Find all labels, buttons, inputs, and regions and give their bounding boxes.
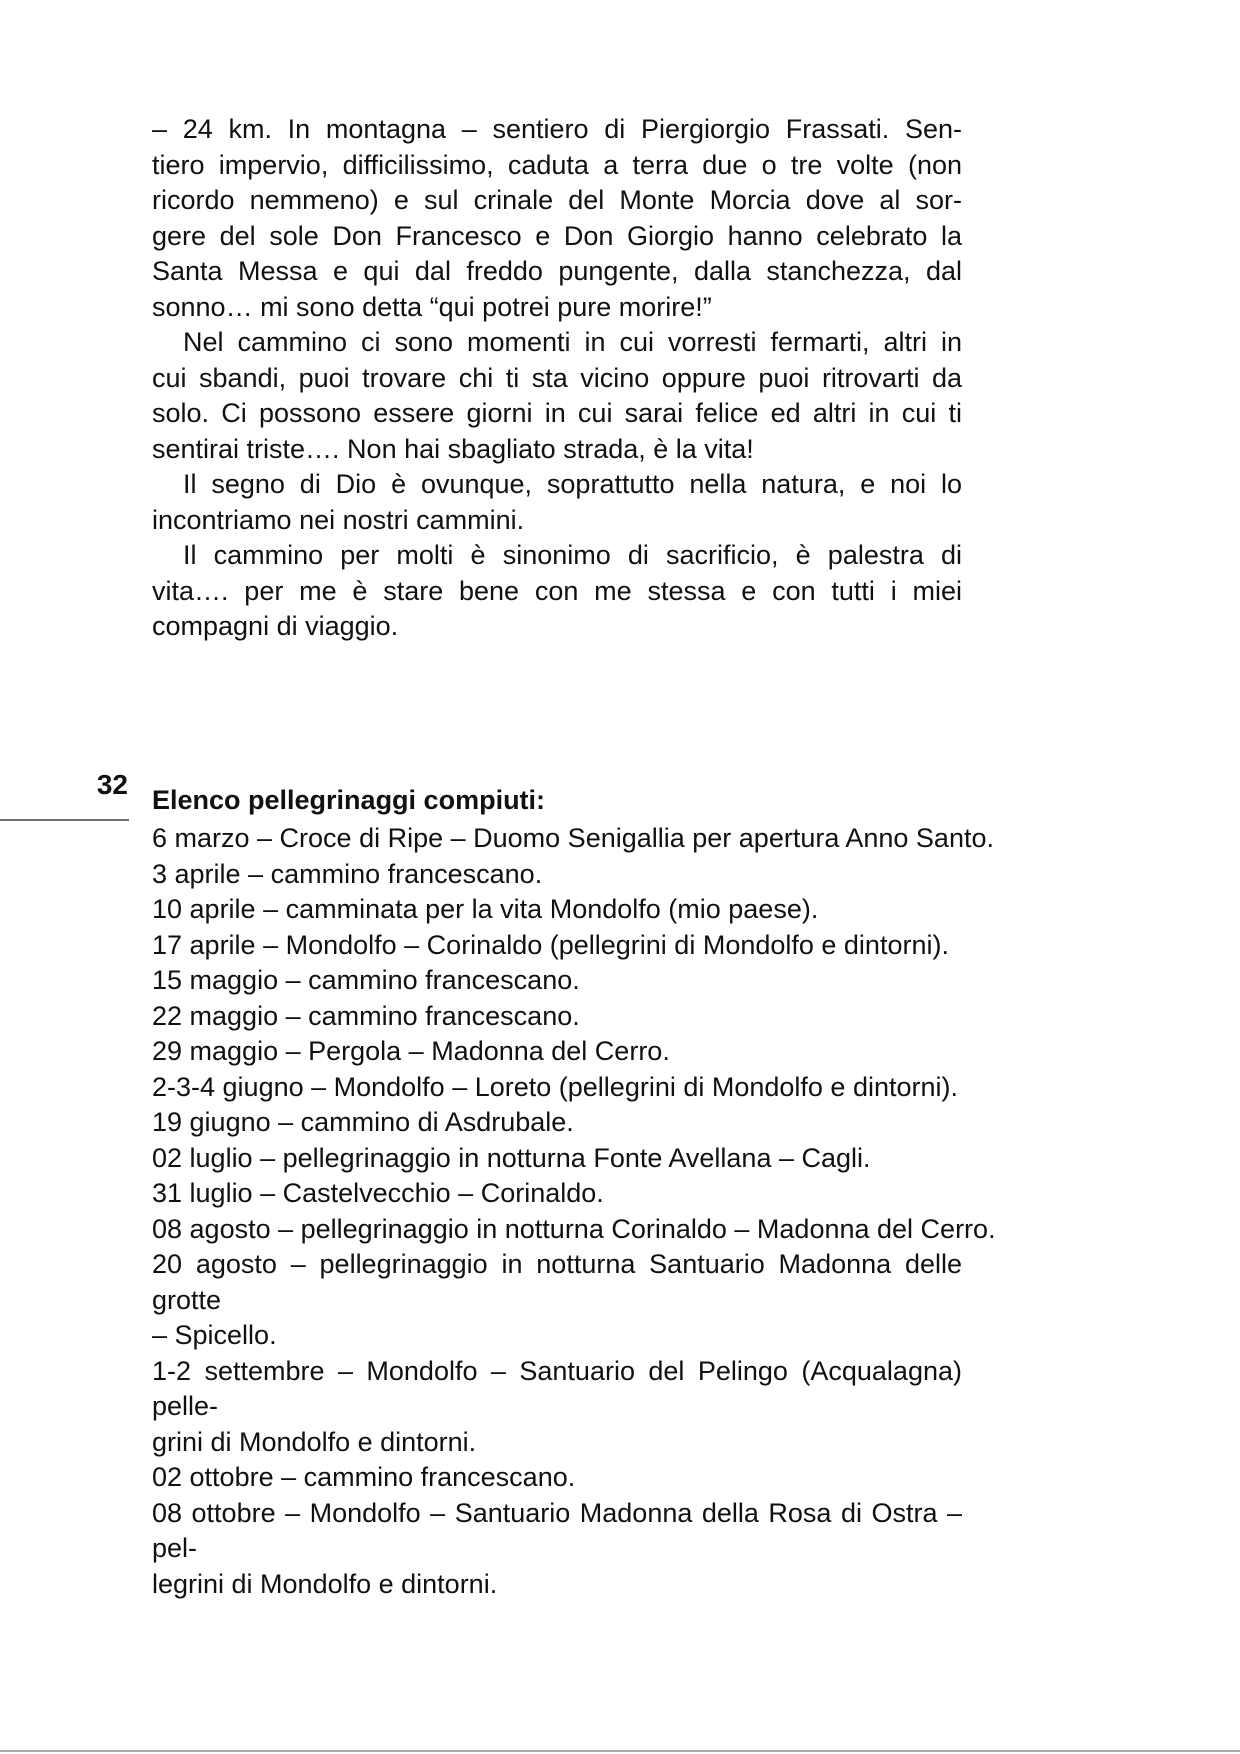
- list-item: [152, 1105, 962, 1141]
- list-item: [152, 1141, 962, 1177]
- text-line: Il segno di Dio è ovunque, soprattutto nella natura, e noi lo: [183, 469, 962, 499]
- list-item: [152, 928, 962, 964]
- section-heading: Elenco pellegrinaggi compiuti:: [152, 784, 546, 815]
- text-line: – 24 km. In montagna – sentiero di Piergiorgio Frassati. Sen-: [152, 114, 962, 144]
- list-item: [152, 1034, 962, 1070]
- pilgrimage-list: [152, 821, 996, 1602]
- section-gap: [152, 645, 962, 783]
- text-line: compagni di viaggio.: [152, 611, 399, 641]
- list-item: [152, 857, 962, 893]
- text-line: 1-2 settembre – Mondolfo – Santuario del Pelingo (Acqualagna) pelle-: [152, 1355, 962, 1421]
- main-text-column: [152, 112, 996, 1602]
- list-item: [152, 1496, 962, 1603]
- paragraph: [152, 112, 962, 325]
- text-line: 20 agosto – pellegrinaggio in notturna Santuario Madonna delle grotte: [152, 1249, 962, 1315]
- list-item: [152, 892, 962, 928]
- page-number: 32: [96, 769, 128, 800]
- text-line: 02 luglio – pellegrinaggio in notturna Fonte Avellana – Cagli.: [152, 1142, 871, 1173]
- list-item: [152, 999, 962, 1035]
- text-line: 22 maggio – cammino francescano.: [152, 1000, 580, 1031]
- list-item: [152, 1070, 962, 1106]
- list-item: [152, 1460, 962, 1496]
- text-line: – Spicello.: [152, 1320, 277, 1350]
- text-line: 15 maggio – cammino francescano.: [152, 965, 580, 995]
- list-item: [152, 1354, 962, 1461]
- text-line: ricordo nemmeno) e sul crinale del Monte Morcia dove al sor-: [152, 185, 962, 215]
- list-item: [152, 1247, 962, 1354]
- text-line: sentirai triste…. Non hai sbagliato strada, è la vita!: [152, 433, 754, 464]
- page-number-block: [0, 770, 130, 800]
- text-line: 08 agosto – pellegrinaggio in notturna Corinaldo – Madonna del Cerro.: [152, 1213, 996, 1244]
- text-line: 02 ottobre – cammino francescano.: [152, 1462, 576, 1492]
- text-line: 2-3-4 giugno – Mondolfo – Loreto (pellegrini di Mondolfo e dintorni).: [152, 1071, 958, 1102]
- paragraph: [152, 538, 962, 645]
- text-line: 31 luglio – Castelvecchio – Corinaldo.: [152, 1178, 604, 1208]
- text-line: 08 ottobre – Mondolfo – Santuario Madonna della Rosa di Ostra – pel-: [152, 1497, 962, 1563]
- text-line: Nel cammino ci sono momenti in cui vorresti fermarti, altri in: [183, 327, 962, 357]
- text-line: vita…. per me è stare bene con me stessa e con tutti i miei: [152, 575, 962, 606]
- text-line: tiero impervio, difficilissimo, caduta a terra due o tre volte (non: [152, 149, 962, 180]
- text-line: gere del sole Don Francesco e Don Giorgio hanno celebrato la: [152, 220, 962, 251]
- list-item: [152, 1212, 996, 1248]
- text-line: solo. Ci possono essere giorni in cui sarai felice ed altri in cui ti: [152, 398, 962, 428]
- text-line: 17 aprile – Mondolfo – Corinaldo (pellegrini di Mondolfo e dintorni).: [152, 929, 949, 960]
- bottom-scan-line: [0, 1750, 1240, 1752]
- text-line: incontriamo nei nostri cammini.: [152, 504, 525, 535]
- list-item: [152, 963, 962, 999]
- list-item: [152, 1176, 962, 1212]
- text-line: grini di Mondolfo e dintorni.: [152, 1426, 477, 1457]
- text-line: 10 aprile – camminata per la vita Mondolfo (mio paese).: [152, 894, 819, 924]
- text-line: legrini di Mondolfo e dintorni.: [152, 1568, 498, 1599]
- page-number-rule: [0, 819, 129, 821]
- text-line: 29 maggio – Pergola – Madonna del Cerro.: [152, 1036, 670, 1066]
- paragraph: [152, 467, 962, 538]
- text-line: 19 giugno – cammino di Asdrubale.: [152, 1107, 574, 1137]
- list-item: [152, 821, 994, 857]
- text-line: 6 marzo – Croce di Ripe – Duomo Senigallia per apertura Anno Santo.: [152, 823, 994, 853]
- text-line: Il cammino per molti è sinonimo di sacrificio, è palestra di: [183, 540, 962, 570]
- text-line: Santa Messa e qui dal freddo pungente, dalla stanchezza, dal: [152, 256, 962, 286]
- paragraph: [152, 325, 962, 467]
- text-line: cui sbandi, puoi trovare chi ti sta vicino oppure puoi ritrovarti da: [152, 362, 962, 393]
- text-line: sonno… mi sono detta “qui potrei pure morire!”: [152, 291, 712, 322]
- text-line: 3 aprile – cammino francescano.: [152, 858, 543, 889]
- main-paragraphs: [152, 112, 962, 645]
